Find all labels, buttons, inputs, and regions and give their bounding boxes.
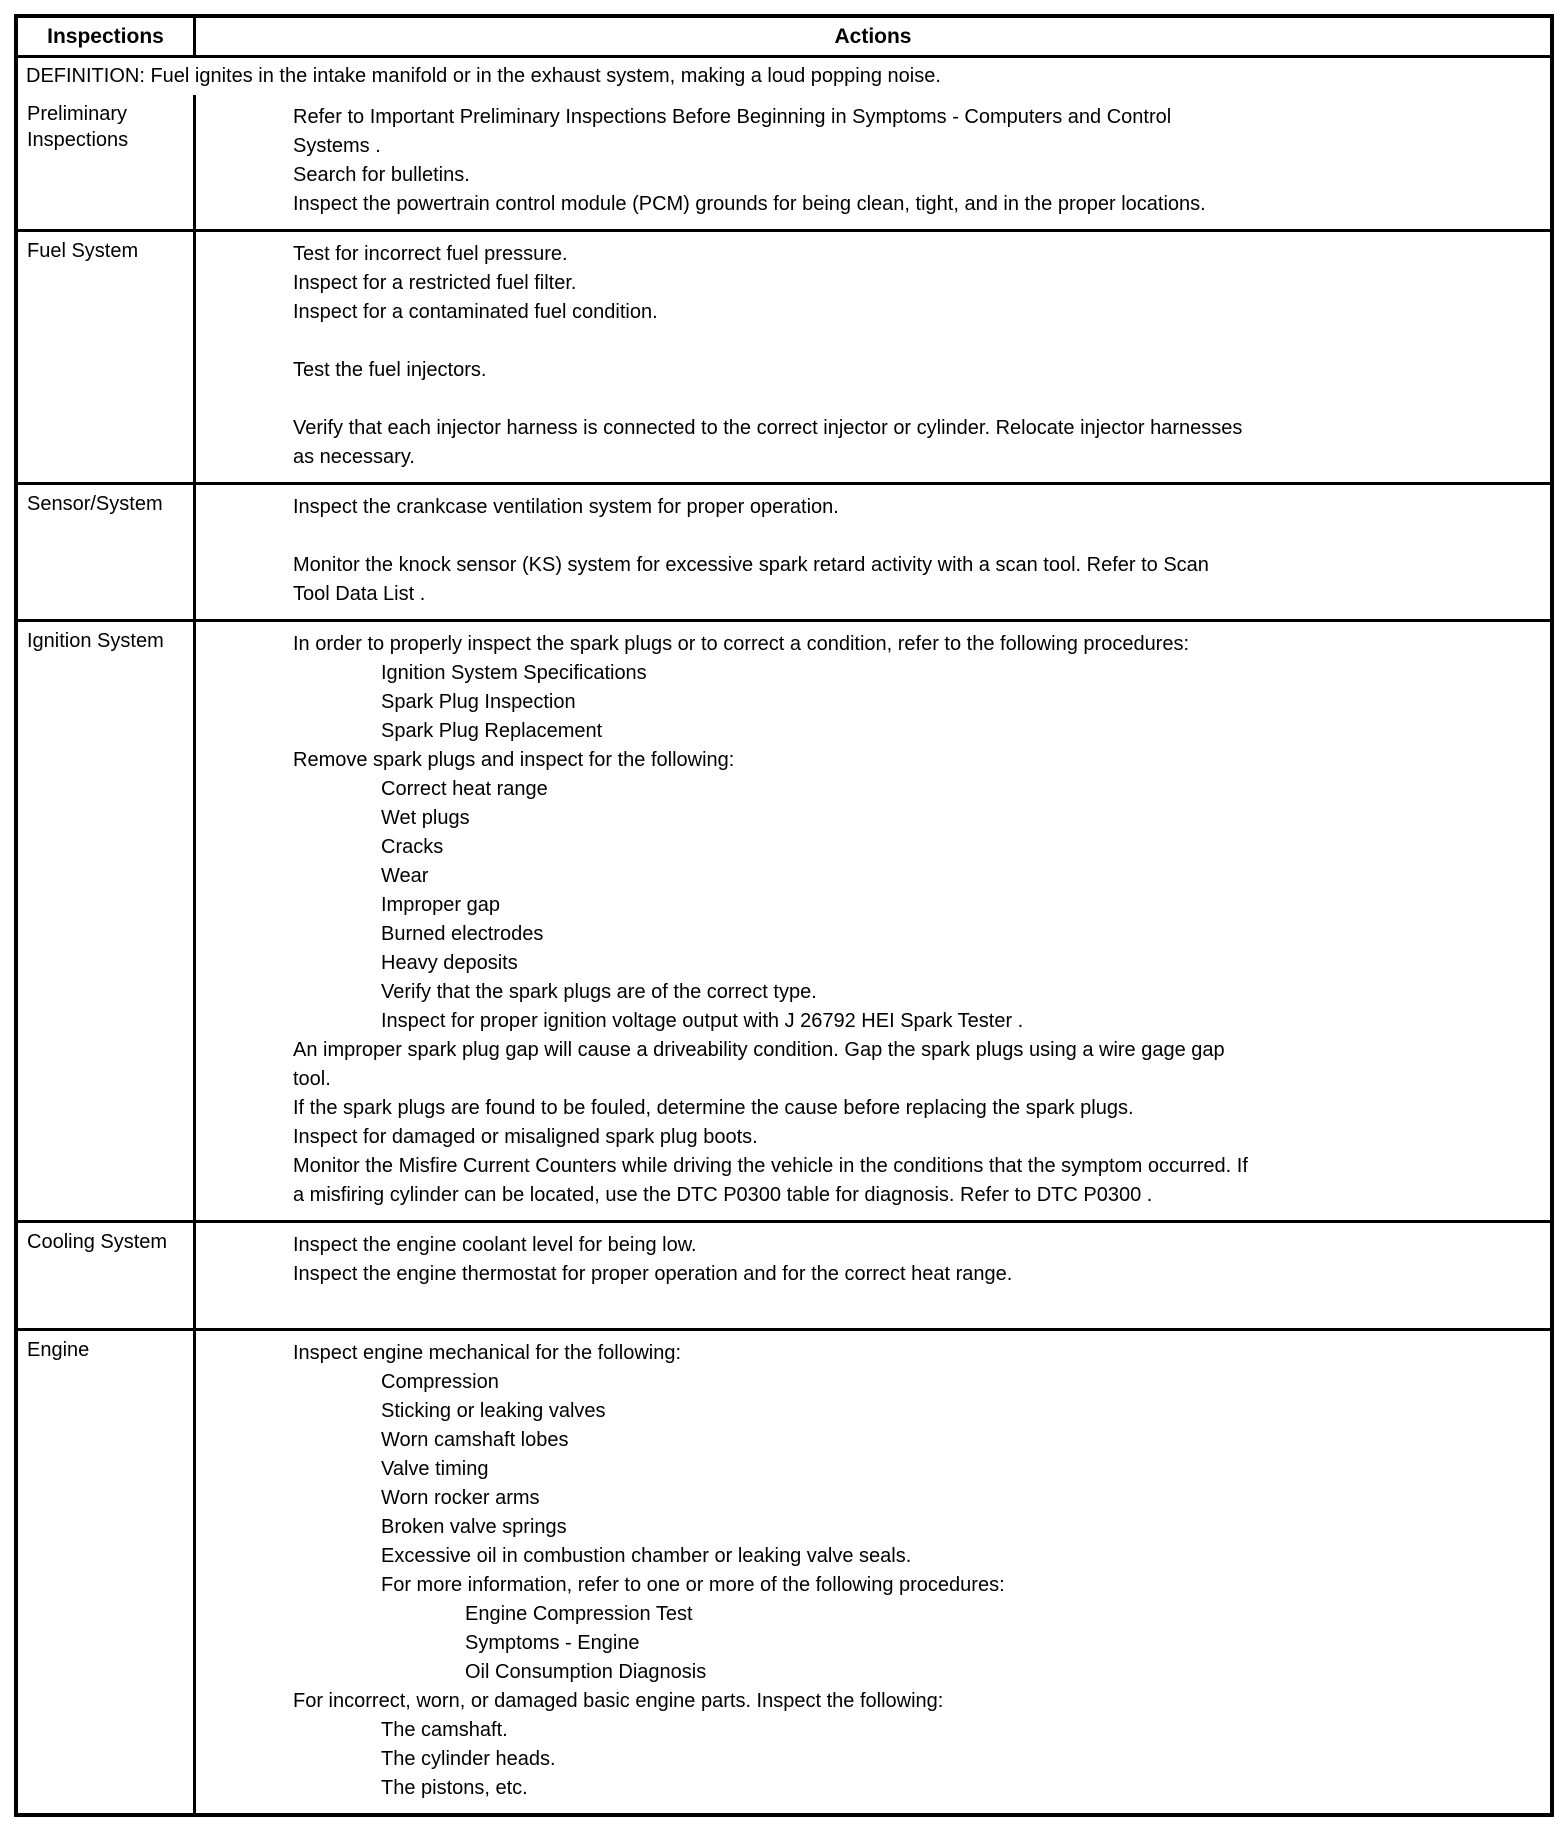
table-row xyxy=(18,619,1550,1220)
table-row xyxy=(18,482,1550,619)
action-line: Symptoms - Engine xyxy=(465,1632,640,1654)
table-body xyxy=(18,95,1550,1813)
definition-row xyxy=(18,55,1550,95)
inspection-cell: Cooling System xyxy=(18,1223,196,1328)
blank-line xyxy=(293,522,1530,551)
action-line: Refer to Important Preliminary Inspections Before Beginning in Symptoms - Computers and Control xyxy=(293,106,1172,128)
action-line: Worn camshaft lobes xyxy=(381,1429,569,1451)
action-line: In order to properly inspect the spark plugs or to correct a condition, refer to the following procedures: xyxy=(293,633,1190,655)
action-line: Valve timing xyxy=(381,1458,489,1480)
actions-cell xyxy=(196,1331,1550,1813)
action-line: tool. xyxy=(293,1068,331,1090)
action-line: Burned electrodes xyxy=(381,923,544,945)
action-line: Improper gap xyxy=(381,894,500,916)
action-line: Verify that the spark plugs are of the correct type. xyxy=(381,981,817,1003)
actions-cell xyxy=(196,1223,1550,1328)
action-line: Tool Data List . xyxy=(293,583,426,605)
action-line: Compression xyxy=(381,1371,499,1393)
actions-cell xyxy=(196,485,1550,619)
definition-text: DEFINITION: Fuel ignites in the intake manifold or in the exhaust system, making a loud popping noise. xyxy=(26,65,941,87)
blank-line xyxy=(293,327,1530,356)
action-line: Heavy deposits xyxy=(381,952,518,974)
column-header-inspections: Inspections xyxy=(18,18,196,55)
inspection-cell: Ignition System xyxy=(18,622,196,1220)
action-line: Inspect the engine coolant level for being low. xyxy=(293,1234,697,1256)
table-row xyxy=(18,1328,1550,1813)
action-line: Inspect for a contaminated fuel condition. xyxy=(293,301,658,323)
action-line: Search for bulletins. xyxy=(293,164,470,186)
table-row xyxy=(18,95,1550,229)
action-line: Monitor the Misfire Current Counters while driving the vehicle in the conditions that the symptom occurred. If xyxy=(293,1155,1248,1177)
actions-cell xyxy=(196,622,1550,1220)
action-line: The camshaft. xyxy=(381,1719,508,1741)
action-line: Wear xyxy=(381,865,429,887)
inspection-cell: Preliminary Inspections xyxy=(18,95,196,229)
action-line: Excessive oil in combustion chamber or leaking valve seals. xyxy=(381,1545,912,1567)
action-line: Verify that each injector harness is connected to the correct injector or cylinder. Relocate injector harnesses xyxy=(293,417,1243,439)
actions-cell xyxy=(196,95,1550,229)
action-line: Broken valve springs xyxy=(381,1516,567,1538)
inspection-cell: Sensor/System xyxy=(18,485,196,619)
action-line: Inspect for damaged or misaligned spark plug boots. xyxy=(293,1126,758,1148)
action-line: The cylinder heads. xyxy=(381,1748,556,1770)
action-line: For incorrect, worn, or damaged basic engine parts. Inspect the following: xyxy=(293,1690,944,1712)
action-line: The pistons, etc. xyxy=(381,1777,528,1799)
action-line: Oil Consumption Diagnosis xyxy=(465,1661,707,1683)
actions-cell xyxy=(196,232,1550,482)
table-row xyxy=(18,229,1550,482)
action-line: Cracks xyxy=(381,836,444,858)
action-line: Inspect for proper ignition voltage output with J 26792 HEI Spark Tester . xyxy=(381,1010,1024,1032)
blank-line xyxy=(293,1289,1530,1318)
action-line: Sticking or leaking valves xyxy=(381,1400,606,1422)
action-line: Correct heat range xyxy=(381,778,548,800)
action-line: Monitor the knock sensor (KS) system for excessive spark retard activity with a scan tool. Refer to Scan xyxy=(293,554,1209,576)
action-line: Test the fuel injectors. xyxy=(293,359,487,381)
action-line: as necessary. xyxy=(293,446,415,468)
column-header-actions: Actions xyxy=(834,25,912,48)
action-line: Inspect the powertrain control module (PCM) grounds for being clean, tight, and in the proper locations. xyxy=(293,193,1206,215)
action-line: Spark Plug Inspection xyxy=(381,691,576,713)
action-line: If the spark plugs are found to be fouled, determine the cause before replacing the spark plugs. xyxy=(293,1097,1134,1119)
inspections-actions-table xyxy=(14,14,1554,1817)
inspection-cell: Fuel System xyxy=(18,232,196,482)
action-line: For more information, refer to one or more of the following procedures: xyxy=(381,1574,1005,1596)
table-header-row xyxy=(18,18,1550,55)
action-line: Test for incorrect fuel pressure. xyxy=(293,243,568,265)
inspection-cell: Engine xyxy=(18,1331,196,1813)
action-line: Wet plugs xyxy=(381,807,470,829)
action-line: Inspect the crankcase ventilation system for proper operation. xyxy=(293,496,839,518)
action-line: Spark Plug Replacement xyxy=(381,720,603,742)
action-line: Inspect for a restricted fuel filter. xyxy=(293,272,577,294)
action-line: Worn rocker arms xyxy=(381,1487,540,1509)
action-line: Systems . xyxy=(293,135,381,157)
action-line: Inspect engine mechanical for the following: xyxy=(293,1342,682,1364)
action-line: a misfiring cylinder can be located, use the DTC P0300 table for diagnosis. Refer to DTC P0300 . xyxy=(293,1184,1153,1206)
action-line: Inspect the engine thermostat for proper operation and for the correct heat range. xyxy=(293,1263,1013,1285)
table-row xyxy=(18,1220,1550,1328)
blank-line xyxy=(293,385,1530,414)
action-line: Engine Compression Test xyxy=(465,1603,693,1625)
action-line: Remove spark plugs and inspect for the following: xyxy=(293,749,735,771)
action-line: Ignition System Specifications xyxy=(381,662,647,684)
action-line: An improper spark plug gap will cause a driveability condition. Gap the spark plugs using a wire gage gap xyxy=(293,1039,1225,1061)
